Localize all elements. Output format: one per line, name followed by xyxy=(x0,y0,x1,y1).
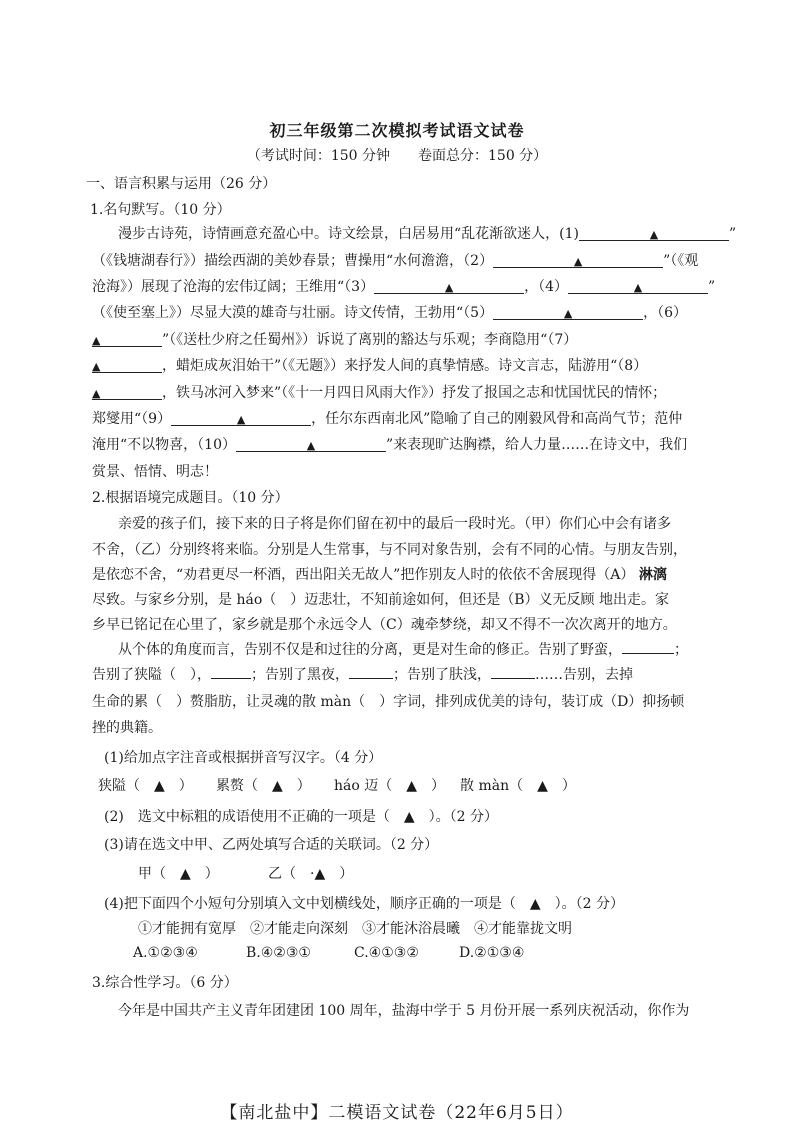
answer-marker: ▲ xyxy=(444,281,454,294)
answer-blank[interactable] xyxy=(579,226,729,241)
q3-p1: 今年是中国共产主义青年团建团 100 周年，盐海中学于 5 月份开展一系列庆祝活动，你作为 xyxy=(118,1003,690,1019)
q2-heading: 2.根据语境完成题目。（10 分） xyxy=(92,490,289,506)
answer-blank[interactable] xyxy=(92,332,162,347)
q1-line-1 xyxy=(118,223,737,243)
q1-heading: 1.名句默写。（10 分） xyxy=(90,202,231,218)
q2-p1-line-4: 尽致。与家乡分别，是 háo（ ）迈悲壮，不知前途如何，但还是（B）义无反顾 地出走。家 xyxy=(92,592,669,608)
answer-marker: ▲ xyxy=(573,255,583,268)
answer-blank[interactable] xyxy=(236,437,386,452)
q1-text: ”（《观 xyxy=(663,253,699,269)
q1-text: ” xyxy=(729,226,737,242)
q1-text: 赏景、悟情、明志！ xyxy=(92,464,218,480)
answer-marker: ▲ xyxy=(92,334,101,347)
q1-text: ”来表现旷达胸襟，给人力量……在诗文中，我们 xyxy=(385,437,688,453)
exam-info: （考试时间：150 分钟 卷面总分：150 分） xyxy=(246,148,548,164)
q2-p2-line-2 xyxy=(92,664,710,684)
q2-text: ；告别了肤浅， xyxy=(393,667,491,683)
answer-blank[interactable] xyxy=(92,385,162,400)
answer-blank[interactable] xyxy=(493,305,643,320)
q2-p2-line-4: 挫的典籍。 xyxy=(92,720,162,736)
q1-text: 漫步古诗苑，诗情画意充盈心中。诗文绘景，白居易用“乱花渐欲迷人，(1) xyxy=(118,226,579,242)
answer-blank[interactable] xyxy=(622,639,674,654)
q2-text: 从个体的角度而言，告别不仅是和过往的分离，更是对生命的修正。告别了野蛮， xyxy=(118,642,622,658)
option-b: B.④②③① xyxy=(246,945,311,961)
q1-text: ”（《送杜少府之任蜀州》）诉说了离别的豁达与乐观；李商隐用“（7） xyxy=(162,332,578,348)
answer-marker: ▲ xyxy=(236,413,246,426)
q1-text: ，（4） xyxy=(524,279,568,295)
answer-marker: ▲ xyxy=(563,307,573,320)
q1-text: （《使至塞上》）尽显大漠的雄奇与壮丽。诗文传情，王勃用“（5） xyxy=(92,305,494,321)
answer-blank[interactable] xyxy=(349,664,393,679)
q2-sub-3: (3)请在选文中甲、乙两处填写合适的关联词。（2 分） xyxy=(104,837,439,853)
q1-text: 郑燮用“（9） xyxy=(92,411,172,427)
q2-sub-1: (1)给加点字注音或根据拼音写汉字。（4 分） xyxy=(104,750,383,766)
q1-line-8 xyxy=(92,408,710,428)
q1-text: ，蜡炬成灰泪始干”（《无题》）来抒发人间的真挚情感。诗文言志，陆游用“（8） xyxy=(162,358,648,374)
q1-text: 淹用“不以物喜，（10） xyxy=(92,437,236,453)
option-a: A.①②③④ xyxy=(133,945,198,961)
fill-item: 甲（ ▲ ） xyxy=(138,866,219,882)
q1-text: ，任尔东西南北风”隐喻了自己的刚毅风骨和高尚气节；范仲 xyxy=(311,411,683,427)
option-d: D.②①③④ xyxy=(459,945,525,961)
q2-phonetic-row xyxy=(98,775,710,795)
answer-marker: ▲ xyxy=(92,360,101,373)
q1-line-2 xyxy=(92,250,710,270)
q1-line-6 xyxy=(92,355,710,375)
q2-phrases: ①才能拥有宽厚 ②才能走向深刻 ③才能沐浴晨曦 ④才能靠拢文明 xyxy=(138,921,572,937)
q1-line-4 xyxy=(92,302,710,322)
q2-fill-row xyxy=(138,863,710,883)
idiom-a: 淋漓 xyxy=(638,567,667,583)
q1-line-10 xyxy=(92,461,710,481)
answer-blank[interactable] xyxy=(171,411,311,426)
q2-options xyxy=(133,945,710,961)
q1-line-9 xyxy=(92,434,710,454)
fill-item: 乙（ ·▲ ） xyxy=(268,866,354,882)
phonetic-item: 散 màn（ ▲ ） xyxy=(460,778,576,794)
answer-blank[interactable] xyxy=(491,664,535,679)
q2-p2-line-1: 从个体的角度而言，告别不仅是和过往的分离，更是对生命的修正。告别了野蛮， ； xyxy=(118,639,710,659)
q1-text: ，铁马冰河入梦来”（《十一月四日风雨大作》）抒发了报国之志和忧国忧民的情怀； xyxy=(162,385,667,401)
phonetic-item: 狭隘（ ▲ ） xyxy=(98,778,193,794)
answer-marker: ▲ xyxy=(649,228,659,241)
q2-p2-line-3: 生命的累（ ）赘脂肪，让灵魂的散 màn（ ）字词，排列成优美的诗句，装订成（D）抑扬顿 xyxy=(92,694,685,710)
answer-blank[interactable] xyxy=(211,664,251,679)
q1-text: ，（6） xyxy=(643,305,687,321)
page-footer: 【南北盐中】二模语文试卷（22年6月5日） xyxy=(220,1103,574,1123)
phonetic-item: háo 迈（ ▲ ） xyxy=(334,778,446,794)
q2-p1-line-1: 亲爱的孩子们，接下来的日子将是你们留在初中的最后一段时光。（甲）你们心中会有诸多 xyxy=(118,516,671,532)
q1-line-5 xyxy=(92,329,710,349)
q2-text: ……告别，去掉 xyxy=(535,667,633,683)
answer-marker: ▲ xyxy=(92,387,101,400)
answer-marker: ▲ xyxy=(633,281,643,294)
q2-text: 是依恋不舍，“劝君更尽一杯酒，西出阳关无故人”把作别友人时的依依不舍展现得（A） xyxy=(92,567,635,583)
q1-line-7 xyxy=(92,382,710,402)
q3-heading: 3.综合性学习。（6 分） xyxy=(92,975,238,991)
q2-p1-line-2: 不舍，（乙）分别终将来临。分别是人生常事，与不同对象告别，会有不同的心情。与朋友告别， xyxy=(92,542,687,558)
phonetic-item: 累赘（ ▲ ） xyxy=(216,778,311,794)
option-c: C.④①③② xyxy=(354,945,419,961)
q1-text: 沧海》）展现了沧海的宏伟辽阔；王维用“（3） xyxy=(92,279,375,295)
q2-p1-line-3 xyxy=(92,564,710,584)
answer-blank[interactable] xyxy=(374,279,524,294)
q1-text: （《钱塘湖春行》）描绘西湖的美妙春景；曹操用“水何澹澹，（2） xyxy=(92,253,494,269)
q1-text: ” xyxy=(708,279,716,295)
q2-text: ；告别了黑夜， xyxy=(251,667,349,683)
part1-heading: 一、语言积累与运用（26 分） xyxy=(86,176,277,192)
q2-p1-line-5: 乡早已铭记在心里了，家乡就是那个永远令人（C）魂牵梦绕，却又不得不一次次离开的地方。 xyxy=(92,617,677,633)
q2-text: 告别了狭隘（ ）， xyxy=(92,667,211,683)
answer-blank[interactable] xyxy=(568,279,708,294)
answer-blank[interactable] xyxy=(493,253,663,268)
q2-sub-4: (4)把下面四个小短句分别填入文中划横线处，顺序正确的一项是（ ▲ ）。（2 分） xyxy=(104,896,624,912)
q1-line-3 xyxy=(92,276,716,296)
answer-marker: ▲ xyxy=(306,439,316,452)
answer-blank[interactable] xyxy=(92,358,162,373)
exam-title: 初三年级第二次模拟考试语文试卷 xyxy=(269,121,525,140)
q2-sub-2: (2) 选文中标粗的成语使用不正确的一项是（ ▲ ）。（2 分） xyxy=(104,809,498,825)
